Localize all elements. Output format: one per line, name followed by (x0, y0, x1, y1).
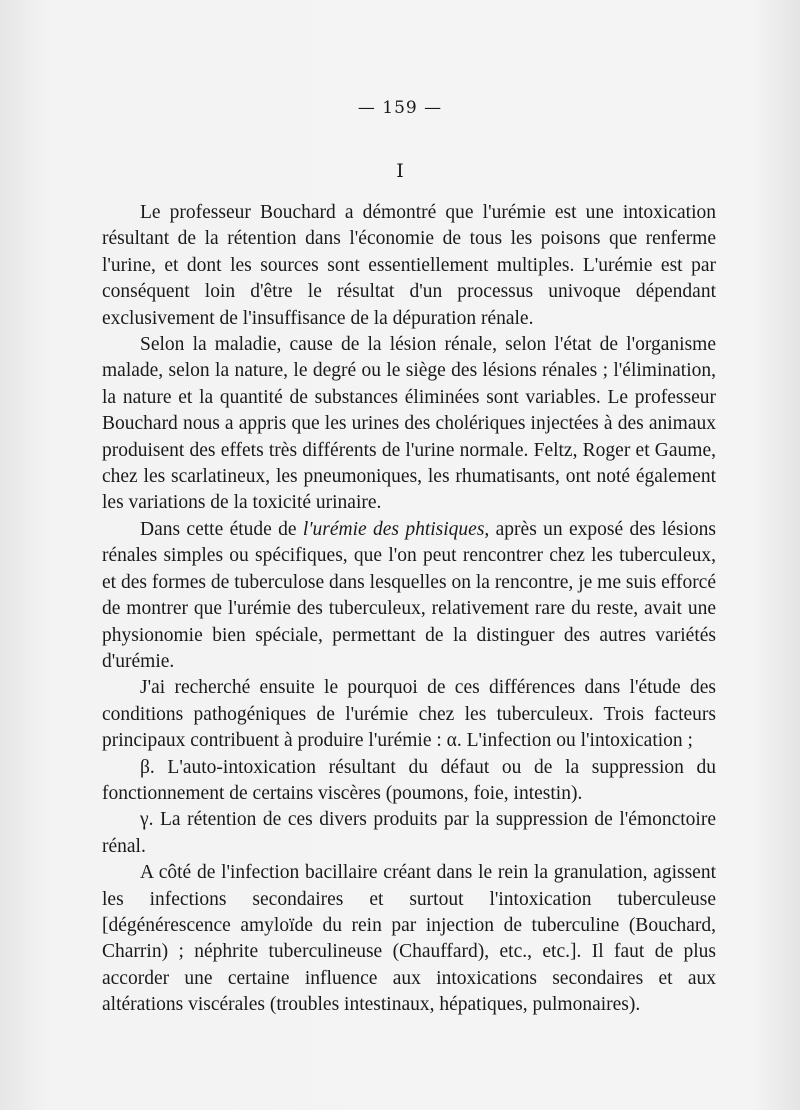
paragraph-4: J'ai recherché ensuite le pourquoi de ces différences dans l'étude des conditions pathogéniques de l'urémie chez les tuberculeux. Trois facteurs principaux contribuent à produire l'urémie : α. L'infection ou l'intoxication ; (102, 677, 716, 752)
body-text (102, 200, 716, 1019)
paragraph-3-italic-title: l'urémie des phtisiques (302, 518, 485, 540)
page-number: — 159 — (357, 98, 443, 118)
section-heading: I (396, 160, 404, 182)
paragraph-7: A côté de l'infection bacillaire créant dans le rein la granulation, agissent les infections secondaires et surtout l'intoxication tuberculeuse [dégénérescence amyloïde du rein par injection de tuberculine (Bouchard, Charrin) ; néphrite tuberculineuse (Chauffard), etc., etc.]. Il faut de plus accorder une certaine influence aux intoxications secondaires et aux altérations viscérales (troubles intestinaux, hépatiques, pulmonaires). (102, 862, 716, 1016)
paragraph-3-end: , après un exposé des lésions rénales simples ou spécifiques, que l'on peut rencontrer chez les tuberculeux, et des formes de tuberculose dans lesquelles on la rencontre, je me suis efforcé de montrer que l'urémie des tuberculeux, relativement rare du reste, avait une physionomie bien spéciale, permettant de la distinguer des autres variétés d'urémie. (102, 518, 716, 672)
paragraph-6: γ. La rétention de ces divers produits par la suppression de l'émonctoire rénal. (102, 809, 716, 857)
paragraph-3-start: Dans cette étude de (140, 518, 303, 540)
paragraph-3 (102, 517, 716, 675)
paragraph-2: Selon la maladie, cause de la lésion rénale, selon l'état de l'organisme malade, selon la nature, le degré ou le siège des lésions rénales ; l'élimination, la nature et la quantité de substances éliminées sont variables. Le professeur Bouchard nous a appris que les urines des cholériques injectées à des animaux produisent des effets très différents de l'urine normale. Feltz, Roger et Gaume, chez les scarlatineux, les pneumoniques, les rhumatisants, ont noté également les variations de la toxicité urinaire. (102, 334, 716, 514)
paragraph-5: β. L'auto-intoxication résultant du défaut ou de la suppression du fonctionnement de certains viscères (poumons, foie, intestin). (102, 756, 716, 804)
paragraph-1: Le professeur Bouchard a démontré que l'urémie est une intoxication résultant de la rétention dans l'économie de tous les poisons que renferme l'urine, et dont les sources sont essentiellement multiples. L'urémie est par conséquent loin d'être le résultat d'un processus univoque dépendant exclusivement de l'insuffisance de la dépuration rénale. (102, 202, 716, 329)
